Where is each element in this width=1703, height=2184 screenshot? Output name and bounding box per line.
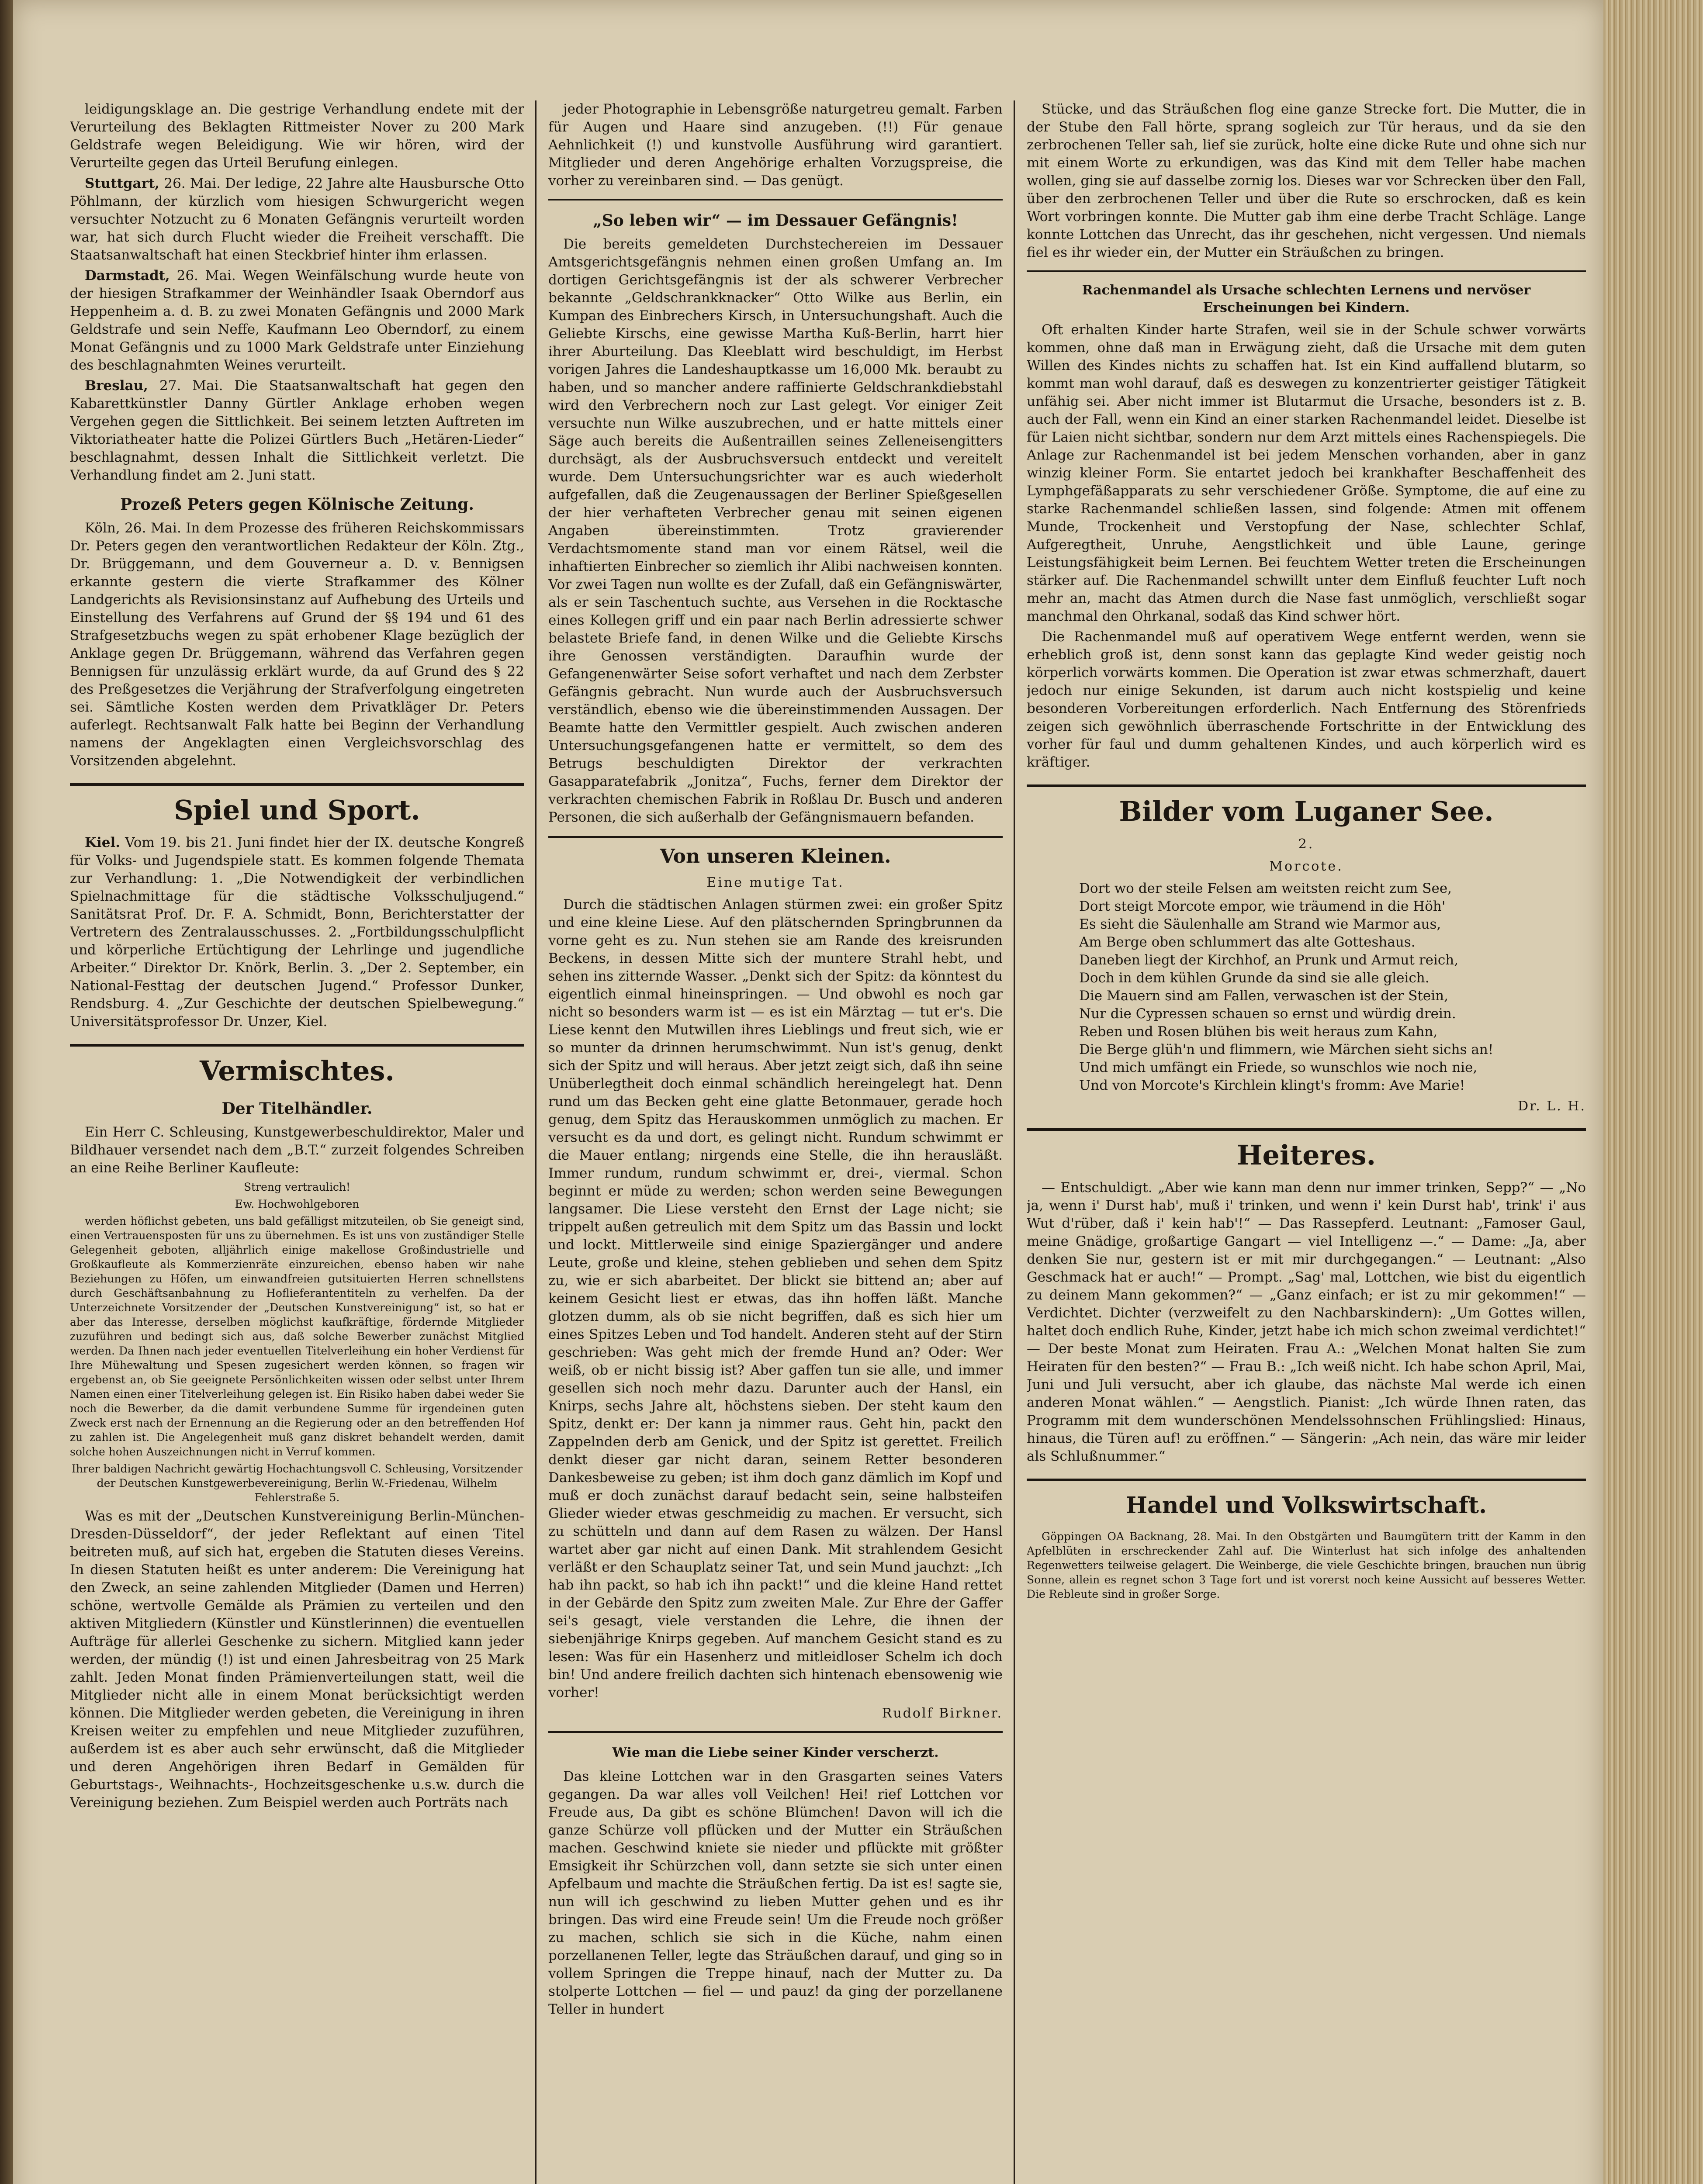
dessau-paragraph: Die bereits gemeldeten Durchstechereien im Dessauer Amtsgerichtsgefängnis nehmen einen großen Umfang an. Im dortigen Gerichtsgefängnis ist der als schwerer Verbrecher bekannte „Geldschrankknacker“ Otto Wilke aus Berlin, ein Kumpan des Einbrechers Kirsch, in Untersuchungshaft. Auch die Geliebte Kirschs, eine gewisse Martha Kuß-Berlin, harrt hier ihrer Aburteilung. Das Kleeblatt wird beschuldigt, im Herbst vorigen Jahres die Landeshauptkasse um 16,000 Mk. beraubt zu haben, und so mancher andere raffinierte Geldschrankdiebstahl wird den Verbrechern noch zur Last gelegt. Vor einiger Zeit versuchte nun Wilke auszubrechen, und er hatte mittels einer Säge auch bereits die Außentraillen seines Zelleneisengitters durchsägt, als der Ausbruchsversuch entdeckt und vereitelt wurde. Dem Untersuchungsrichter war es auch wiederholt aufgefallen, daß die Zeugenaussagen der Berliner Spießgesellen der hier verhafteten Verbrecher genau mit seinen eigenen Angaben übereinstimmten. Trotz gravierender Verdachtsmomente stand man vor einem Rätsel, weil die inhaftierten Einbrecher so ziemlich ihr Alibi nachweisen konnten. Vor zwei Tagen nun wollte es der Zufall, daß ein Gefängniswärter, als er sein Taschentuch suchte, aus Versehen in die Rocktasche eines Kollegen griff und ein paar nach Berlin adressierte schwer belastete Briefe fand, in denen Wilke und die Geliebte Kirschs ihre Genossen verständigten. Daraufhin wurde der Gefangenenwärter Seise sofort verhaftet und nach dem Zerbster Gefängnis gebracht. Nun wurde auch der Ausbruchsversuch verständlich, ebenso wie die übereinstimmenden Aussagen. Der Beamte hatte den Vermittler gespielt. Auch zwischen anderen Untersuchungsgefangenen hatte er vermittelt, so dem des Betrugs beschuldigten Direktor der verkrachten Gasapparatefabrik „Jonitza“, Fuchs, ferner dem Direktor der verkrachten chemischen Fabrik in Roßlau Dr. Busch und anderen Personen, die sich außerhalb der Gefängnismauern befanden. xyxy=(548,236,1003,825)
heiteres-heading: Heiteres. xyxy=(1027,1128,1586,1173)
poem-line: Die Berge glüh'n und flimmern, wie Märchen sieht sichs an! xyxy=(1079,1042,1494,1057)
section-divider xyxy=(548,199,1003,200)
titel-salutation: Ew. Hochwohlgeboren xyxy=(235,1198,360,1210)
column-1 xyxy=(70,100,524,2184)
rachen-paragraph-1: Oft erhalten Kinder harte Strafen, weil sie in der Schule schwer vorwärts kommen, ohne daß man in Erwägung zieht, daß die Ursache mit dem guten Willen des Kindes nichts zu schaffen hat. Ist ein Kind auffallend blutarm, so kommt man wohl darauf, daß es deswegen zu konzentrierter geistiger Tätigkeit unfähig sei. Aber nicht immer ist Blutarmut die Ursache, besonders ist z. B. auch der Fall, wenn ein Kind an einer starken Rachenmandel leidet. Dieselbe ist für Laien nicht sichtbar, sondern nur dem Arzt mittels eines Rachenspiegels. Die Anlage zur Rachenmandel ist bei jedem Menschen vorhanden, aber in ganz winzig kleiner Form. Sie entartet jedoch bei krankhafter Beschaffenheit des Lymphgefäßapparats zu sehr verschiedener Größe. Symptome, die auf eine zu starke Rachenmandel schließen lassen, sind folgende: Atmen mit offenem Munde, Trockenheit und Verstopfung der Nase, schlechter Schlaf, Aufgeregtheit, Unruhe, Aengstlichkeit und üble Laune, geringe Leistungsfähigkeit beim Lernen. Bei feuchtem Wetter treten die Erscheinungen stärker auf. Die Rachenmandel schwillt unter dem Einfluß feuchter Luft noch mehr an, macht das Atmen durch die Nase fast unmöglich, verschließt sogar manchmal den Ohrkanal, sodaß das Kind schwer hört. xyxy=(1027,322,1586,624)
column-3 xyxy=(1027,100,1586,2184)
lugano-subtitle: Morcote. xyxy=(1269,859,1343,874)
news-text: 26. Mai. Der ledige, 22 Jahre alte Hausbursche Otto Pöhlmann, der kürzlich vom hiesigen Schwurgericht wegen versuchter Notzucht zu 6 Monaten Gefängnis verurteilt worden war, hat sich durch Flucht wieder die Freiheit verschafft. Die Staatsanwaltschaft hat einen Steckbrief hinter ihm erlassen. xyxy=(70,176,524,263)
titel-intro: Ein Herr C. Schleusing, Kunstgewerbeschuldirektor, Maler und Bildhauer versendet nach dem „B.T.“ zurzeit folgendes Schreiben an eine Reihe Berliner Kaufleute: xyxy=(70,1124,524,1176)
kleinen-subtitle: Eine mutige Tat. xyxy=(706,875,845,890)
newspaper-page xyxy=(13,0,1603,2184)
titel-after: Was es mit der „Deutschen Kunstvereinigung Berlin-München-Dresden-Düsseldorf“, der jeder Reflektant auf einen Titel beitreten muß, auf sich hat, ergeben die Statuten dieses Vereins. In diesen Statuten heißt es unter anderem: Die Vereinigung hat den Zweck, an seine zahlenden Mitglieder (Damen und Herren) schöne, wertvolle Gemälde als Prämien zu verteilen und den aktiven Mitgliedern (Künstler und Künstlerinnen) die eventuellen Aufträge für allerlei Geschenke zu sichern. Mitglied kann jeder werden, der mündig (!) ist und einen Jahresbeitrag von 25 Mark zahlt. Jeden Monat finden Prämienverteilungen statt, weil die Mitglieder nicht alle in einem Monat berücksichtigt werden können. Die Mitglieder werden gebeten, die Vereinigung in ihren Kreisen weiter zu empfehlen und neue Mitglieder zuzuführen, außerdem ist es aber auch sehr erwünscht, daß die Mitglieder und deren Angehörigen ihren Bedarf in Gemälden für Geburtstags-, Weihnachts-, Hochzeitsgeschenke u.s.w. durch die Vereinigung beziehen. Zum Beispiel werden auch Porträts nach xyxy=(70,1508,524,1811)
poem-line: Und von Morcote's Kirchlein klingt's fromm: Ave Marie! xyxy=(1079,1078,1465,1093)
lugano-heading: Bilder vom Luganer See. xyxy=(1027,784,1586,829)
place-kiel: Kiel. xyxy=(85,835,121,850)
poem-line: Am Berge oben schlummert das alte Gotteshaus. xyxy=(1079,934,1416,950)
news-item-breslau xyxy=(70,377,524,484)
liebe-paragraph: Das kleine Lottchen war in den Grasgarten seines Vaters gegangen. Da war alles voll Veilchen! Hei! rief Lottchen vor Freude aus, Da gibt es schöne Blümchen! Davon will ich die ganze Schürze voll pflücken und der Mutter ein Sträußchen machen. Geschwind kniete sie nieder und pflückte mit größter Emsigkeit ihr Schürzchen voll, dann setzte sie sich unter einen Apfelbaum und machte die Sträußchen fertig. Da ist es! sagte sie, nun will ich geschwind zu lieben Mutter gehen und es ihr bringen. Das wird eine Freude sein! Um die Freude noch größer zu machen, schlich sie sich in die Küche, nahm einen porzellanenen Teller, legte das Sträußchen darauf, und ging so in vollem Springen die Treppe hinauf, nach der Mutter zu. Da stolperte Lottchen — fiel — und pauz! da ging der porzellanene Teller in hundert xyxy=(548,1769,1003,2017)
liebe-heading: Wie man die Liebe seiner Kinder verscherzt. xyxy=(612,1745,939,1760)
poem-line: Daneben liegt der Kirchhof, an Prunk und Armut reich, xyxy=(1079,952,1459,968)
dessau-heading: „So leben wir“ — im Dessauer Gefängnis! xyxy=(593,211,958,230)
kleinen-heading: Von unseren Kleinen. xyxy=(548,836,1003,869)
titelhaendler-heading: Der Titelhändler. xyxy=(222,1099,373,1118)
poem-line: Doch in dem kühlen Grunde da sind sie alle gleich. xyxy=(1079,970,1430,986)
titel-closing: Ihrer baldigen Nachricht gewärtig Hochachtungsvoll C. Schleusing, Vorsitzender der Deutschen Kunstgewerbevereinigung, Berlin W.-Friedenau, Wilhelm Fehlerstraße 5. xyxy=(71,1462,523,1504)
poem-line: Reben und Rosen blühen bis weit heraus zum Kahn, xyxy=(1079,1024,1438,1040)
kleinen-paragraph: Durch die städtischen Anlagen stürmen zwei: ein großer Spitz und eine kleine Liese. Auf den plätschernden Springbrunnen da vorne geht es zu. Nun stehen sie am Rande des kreisrunden Beckens, in dessen Mitte sich der muntere Strahl hebt, und sehen ins zitternde Wasser. „Denkt sich der Spitz: da könntest du eigentlich einmal hineinspringen. — Und obwohl es noch gar nicht so besonders warm ist — es ist ein Märztag — tut er's. Die Liese kennt den Mutwillen ihres Lieblings und freut sich, wie er so munter da drinnen herumschwimmt. Nun ist's genug, denkt sich der Spitz und will heraus. Aber jetzt zeigt sich, daß ihn seine Unüberlegtheit doch einmal schändlich hereingelegt hat. Denn rund um das Becken geht eine glatte Betonmauer, gerade hoch genug, dem Spitz das Herauskommen unmöglich zu machen. Er versucht es da und dort, es gelingt nicht. Rundum schwimmt er die Mauer entlang; nirgends eine Stelle, die ihn herausläßt. Immer rundum, rundum schwimmt er, drei-, viermal. Schon beginnt er müde zu werden; schon werden seine Bewegungen langsamer. Die Liese versteht den Ernst der Lage nicht; sie trippelt außen getreulich mit dem Spitz um das Bassin und lockt und lockt. Mittlerweile sind einige Spaziergänger und andere Leute, große und kleine, stehen geblieben und sehen dem Spitz zu, wie er sich abarbeitet. Der blickt sie bittend an; aber auf keinem Gesicht liest er etwas, das ihn hoffen läßt. Manche glotzen dumm, als ob sie nicht begriffen, daß es sich hier um eines Spitzes Leben und Tod handelt. Anderen steht auf der Stirn geschrieben: Was geht mich der fremde Hund an? Oder: Wer weiß, ob er nicht bissig ist? Aber gaffen tun sie alle, und immer gesellen sich noch mehr dazu. Darunter auch der Hansl, ein Knirps, sechs Jahre alt, höchstens sieben. Der steht kaum den Spitz, denkt er: Der kann ja nimmer raus. Geht hin, packt den Zappelnden derb am Genick, und der Spitz ist gerettet. Freilich denkt dieser gar nicht daran, seinem Retter besonderen Dankesbeweise zu geben; ist ihm doch ganz dämlich im Kopf und muß er doch zunächst darauf bedacht sein, seine halbsteifen Glieder wieder etwas geschmeidig zu machen. Er versucht, sich zu schütteln und dann auf dem Rasen zu wälzen. Der Hansl wartet aber gar nicht auf einen Dank. Mit strahlendem Gesicht verläßt er den Schauplatz seiner Tat, und sein Mund jauchzt: „Ich hab ihn packt, so hab ich ihn packt!“ und die kleine Hand rettet in der Gebärde den Spitz zum zweiten Male. Zur Ehre der Gaffer sei's gesagt, viele verstanden die Lehre, die ihnen der siebenjährige Knirps gegeben. Auf manchem Gesicht stand es zu lesen: Was für ein Hasenherz und mitleidloser Schelm ich doch bin! Und andere freilich dachten sich hintenach ebensowenig wie vorher! xyxy=(548,897,1003,1700)
column-rule xyxy=(1014,100,1015,2184)
place-breslau: Breslau, xyxy=(85,378,148,394)
intro-paragraph: Stücke, und das Sträußchen flog eine ganze Strecke fort. Die Mutter, die in der Stube den Fall hörte, sprang sogleich zur Tür heraus, und da sie den zerbrochenen Teller sah, lief sie zurück, holte eine dicke Rute und ohne sich nur mit einem Worte zu erkundigen, was das Kind mit dem Teller habe machen wollen, ging sie auf dasselbe zornig los. Dieses war vor Schrecken über den Fall, über den zerbrochenen Teller und über die Rute so erschrocken, daß es kein Wort vorbringen konnte. Die Mutter gab ihm eine derbe Tracht Schläge. Lange konnte Lottchen das Unrecht, das ihr geschehen, nicht vergessen. Und niemals fiel es ihr wieder ein, der Mutter ein Sträußchen zu bringen. xyxy=(1027,101,1586,260)
rachen-paragraph-2: Die Rachenmandel muß auf operativem Wege entfernt werden, wenn sie erheblich groß ist, denn sonst kann das geplagte Kind weder geistig noch körperlich vorwärts kommen. Die Operation ist zwar etwas schmerzhaft, dauert jedoch nur einige Sekunden, ist darum auch nicht kostspielig und keine besonderen Vorbereitungen erforderlich. Nach Entfernung des Störenfrieds zeigen sich gewöhnlich überraschende Fortschritte in der Entwicklung des vorher für faul und dumm gehaltenen Kindes, und auch körperlich wird es kräftiger. xyxy=(1027,629,1586,770)
news-text: Vom 19. bis 21. Juni findet hier der IX. deutsche Kongreß für Volks- und Jugendspiele statt. Es kommen folgende Themata zur Verhandlung: 1. „Die Notwendigkeit der verbindlichen Spielnachmittage für die städtische Volksschuljugend.“ Sanitätsrat Prof. Dr. F. A. Schmidt, Bonn, Berichterstatter der Vertretern des Zentralausschusses. 2. „Fortbildungsschulpflicht und körperliche Ertüchtigung der Lehrlinge und jugendliche Arbeiter.“ Direktor Dr. Knörk, Berlin. 3. „Der 2. September, ein National-Festtag der deutschen Jugend.“ Professor Dunker, Rendsburg. 4. „Zur Geschichte der deutschen Spielbewegung.“ Universitätsprofessor Dr. Unzer, Kiel. xyxy=(70,835,524,1030)
poem-line: Dort wo der steile Felsen am weitsten reicht zum See, xyxy=(1079,881,1452,896)
heiteres-paragraph: — Entschuldigt. „Aber wie kann man denn nur immer trinken, Sepp?“ — „No ja, wenn i' Durst hab', muß i' trinken, und wenn i' kein Durst hab', trink' i' aus Wut d'rüber, daß i' kein hab'!“ — Das Rassepferd. Leutnant: „Famoser Gaul, meine Gnädige, großartige Gangart — viel Intelligenz —.“ — Dame: „Ja, aber denken Sie nur, gestern ist er mit mir durchgegangen.“ — Leutnant: „Also Geschmack hat er auch!“ — Prompt. „Sag' mal, Lottchen, wie bist du eigentlich zu deinem Mann gekommen?“ — „Ganz einfach; er ist zu mir gekommen!“ — Verdichtet. Dichter (verzweifelt zu den Nachbarskindern): „Um Gottes willen, haltet doch endlich Ruhe, Kinder, jetzt habe ich mich schon zweimal verdichtet!“ — Der beste Monat zum Heiraten. Frau A.: „Welchen Monat halten Sie zum Heiraten für den besten?“ — Frau B.: „Ich weiß nicht. Ich habe schon April, Mai, Juni und Juli versucht, aber ich glaube, das nächste Mal werde ich einen anderen Monat wählen.“ — Aengstlich. Pianist: „Ich würde Ihnen raten, das Programm mit dem wunderschönen Mendelssohnschen Frühlingslied: Hinaus, hinaus, die Türen auf! zu eröffnen.“ — Sängerin: „Ach nein, das wäre mir leider als Schlußnummer.“ xyxy=(1027,1180,1586,1464)
intro-paragraph: jeder Photographie in Lebensgröße naturgetreu gemalt. Farben für Augen und Haare sind anzugeben. (!!) Für genaue Aehnlichkeit (!) und kunstvolle Ausführung wird garantiert. Mitglieder und deren Angehörige erhalten Vorzugspreise, die vorher zu vereinbaren sind. — Das genügt. xyxy=(548,101,1003,189)
misc-section-heading: Vermischtes. xyxy=(70,1044,524,1089)
page-stack-edge xyxy=(1603,0,1703,2184)
section-divider xyxy=(548,1731,1003,1733)
titel-confidential: Streng vertraulich! xyxy=(244,1181,350,1193)
kleinen-author: Rudolf Birkner. xyxy=(882,1706,1003,1721)
peters-paragraph: Köln, 26. Mai. In dem Prozesse des früheren Reichskommissars Dr. Peters gegen den verantwortlichen Redakteur der Köln. Ztg., Dr. Brüggemann, und dem Gouverneur a. D. v. Bennigsen erkannte gestern die vierte Strafkammer des Kölner Landgerichts als Revisionsinstanz auf Aufhebung des Urteils und Einstellung des Verfahrens auf Grund der §§ 194 und 61 des Strafgesetzbuchs wegen zu spät erhobener Klage bezüglich der Anklage gegen Dr. Brüggemann, während das Verfahren gegen Bennigsen für unzulässig erklärt wurde, da auf Grund des § 22 des Preßgesetzes die Verjährung der Strafverfolgung eingetreten sei. Sämtliche Kosten werden dem Privatkläger Dr. Peters auferlegt. Rechtsanwalt Falk hatte bei Beginn der Verhandlung namens der Angeklagten einen Vergleichsvorschlag des Vorsitzenden abgelehnt. xyxy=(70,520,524,769)
poem xyxy=(1027,880,1586,1095)
section-divider xyxy=(1027,270,1586,272)
lugano-number: 2. xyxy=(1298,836,1315,852)
poem-line: Es sieht die Säulenhalle am Strand wie Marmor aus, xyxy=(1079,916,1441,932)
place-stuttgart: Stuttgart, xyxy=(85,176,160,191)
intro-paragraph: leidigungsklage an. Die gestrige Verhandlung endete mit der Verurteilung des Beklagten Rittmeister Nover zu 200 Mark Geldstrafe wegen Beleidigung. Wie wir hören, wird der Verurteilte gegen das Urteil Berufung einlegen. xyxy=(70,101,524,171)
poem-line: Dort steigt Morcote empor, wie träumend in die Höh' xyxy=(1079,898,1446,914)
news-item-darmstadt xyxy=(70,267,524,374)
poem-line: Nur die Cypressen schauen so ernst und würdig drein. xyxy=(1079,1006,1456,1022)
news-item-kiel xyxy=(70,834,524,1031)
column-2 xyxy=(548,100,1003,2184)
lugano-author: Dr. L. H. xyxy=(1518,1099,1586,1114)
handel-heading: Handel und Volkswirtschaft. xyxy=(1027,1479,1586,1523)
peters-heading: Prozeß Peters gegen Kölnische Zeitung. xyxy=(120,495,474,514)
poem-line: Die Mauern sind am Fallen, verwaschen ist der Stein, xyxy=(1079,988,1448,1004)
news-text: 26. Mai. Wegen Weinfälschung wurde heute von der hiesigen Strafkammer der Weinhändler Isaak Oberndorf aus Heppenheim a. d. B. zu zwei Monaten Gefängnis und 2000 Mark Geldstrafe und sein Neffe, Kaufmann Leo Oberndorf, zu einem Monat Gefängnis und zu 1000 Mark Geldstrafe unter Einziehung des beschlagnahmten Weines verurteilt. xyxy=(70,268,524,373)
titel-letter: werden höflichst gebeten, uns bald gefälligst mitzuteilen, ob Sie geneigt sind, einen Vertrauensposten für uns zu übernehmen. Es ist uns von zuständiger Stelle Gelegenheit geboten, alljährlich einige makellose Großindustrielle und Großkaufleute als Kommerzienräte einzureichen, ebenso haben wir nahe Beziehungen zu Höfen, um einwandfreien gutsituierten Herren schnellstens durch Geschäftsanbahnung zu Hoflieferantentiteln zu verhelfen. Da der Unterzeichnete Vorsitzender der „Deutschen Kunstvereinigung“ ist, so hat er aber das Interesse, derselben möglichst kaufkräftige, fördernde Mitglieder zuzuführen und bedingt sich aus, daß solche Bewerber zunächst Mitglied werden. Da Ihnen nach jeder eventuellen Titelverleihung ein hoher Verdienst für Ihre Mühewaltung und Spesen zugesichert werden können, so fragen wir ergebenst an, ob Sie geeignete Persönlichkeiten wissen oder selbst unter Ihrem Namen einen einer Titelverleihung gelegen ist. Ein Risiko haben dabei weder Sie noch die Bewerber, da die damit verbundene Summe für irgendeinen guten Zweck erst nach der Ernennung an die Regierung oder an den betreffenden Hof zu zahlen ist. Die Angelegenheit muß ganz diskret behandelt werden, damit solche hohen Auszeichnungen nicht in Verruf kommen. xyxy=(70,1215,524,1458)
place-darmstadt: Darmstadt, xyxy=(85,268,170,283)
sport-section-heading: Spiel und Sport. xyxy=(70,783,524,828)
poem-line: Und mich umfängt ein Friede, so wunschlos wie noch nie, xyxy=(1079,1060,1478,1075)
column-rule xyxy=(535,100,537,2184)
rachen-heading: Rachenmandel als Ursache schlechten Lernens und nervöser Erscheinungen bei Kindern. xyxy=(1082,283,1531,315)
handel-paragraph: Göppingen OA Backnang, 28. Mai. In den Obstgärten und Baumgütern tritt der Kamm in den Apfelblüten in erschreckender Zahl auf. Die Winterlust hat sich infolge des anhaltenden Regenwetters teilweise gelagert. Die Weinberge, die viele Geschichte bringen, brauchen nun übrig Sonne, allein es regnet schon 3 Tage fort und ist vorerst noch keine Aussicht auf besseres Wetter. Die Rebleute sind in großer Sorge. xyxy=(1027,1530,1586,1600)
news-text: 27. Mai. Die Staatsanwaltschaft hat gegen den Kabarettkünstler Danny Gürtler Anklage erhoben wegen Vergehen gegen die Sittlichkeit. Bei seinem letzten Auftreten im Viktoriatheater hatte die Polizei Gürtlers Buch „Hetären-Lieder“ beschlagnahmt, dessen Inhalt die Sittlichkeit verletzt. Die Verhandlung findet am 2. Juni statt. xyxy=(70,378,524,483)
news-item-stuttgart xyxy=(70,175,524,264)
